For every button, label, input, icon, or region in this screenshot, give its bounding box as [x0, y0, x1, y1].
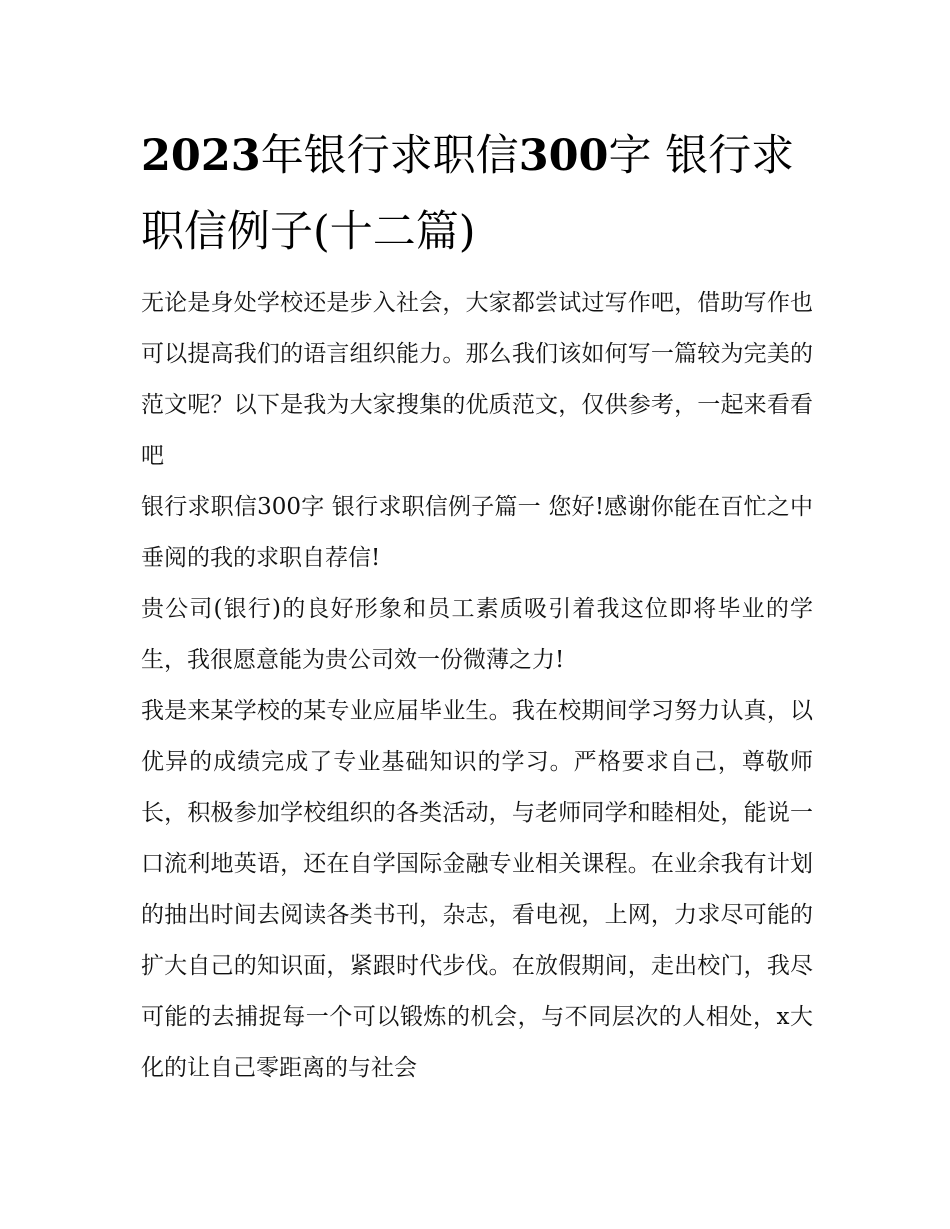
title-text-1: 年银行求职信	[260, 131, 519, 181]
document-body	[141, 278, 813, 1094]
title-text-2: 字 银行求职信例子(十二篇)	[141, 131, 795, 257]
title-number: 300	[518, 131, 609, 181]
paragraph-company: 贵公司(银行)的良好形象和员工素质吸引着我这位即将毕业的学生，我很愿意能为贵公司效一份微薄之力!	[141, 596, 813, 673]
paragraph-greeting: 银行求职信300字 银行求职信例子篇一 您好!感谢你能在百忙之中垂阅的我的求职自荐信!	[141, 494, 813, 571]
document-title	[141, 118, 813, 270]
paragraph-self-intro: 我是来某学校的某专业应届毕业生。我在校期间学习努力认真，以优异的成绩完成了专业基础知识的学习。严格要求自己，尊敬师长，积极参加学校组织的各类活动，与老师同学和睦相处，能说一口流利地英语，还在自学国际金融专业相关课程。在业余我有计划的抽出时间去阅读各类书刊，杂志，看电视，上网，力求尽可能的扩大自己的知识面，紧跟时代步伐。在放假期间，走出校门，我尽可能的去捕捉每一个可以锻炼的机会，与不同层次的人相处，x大化的让自己零距离的与社会	[141, 698, 813, 1081]
title-year: 2023	[141, 131, 261, 181]
paragraph-intro: 无论是身处学校还是步入社会，大家都尝试过写作吧，借助写作也可以提高我们的语言组织能力。那么我们该如何写一篇较为完美的范文呢？以下是我为大家搜集的优质范文，仅供参考，一起来看看吧	[141, 290, 813, 469]
document-content	[141, 118, 813, 1094]
